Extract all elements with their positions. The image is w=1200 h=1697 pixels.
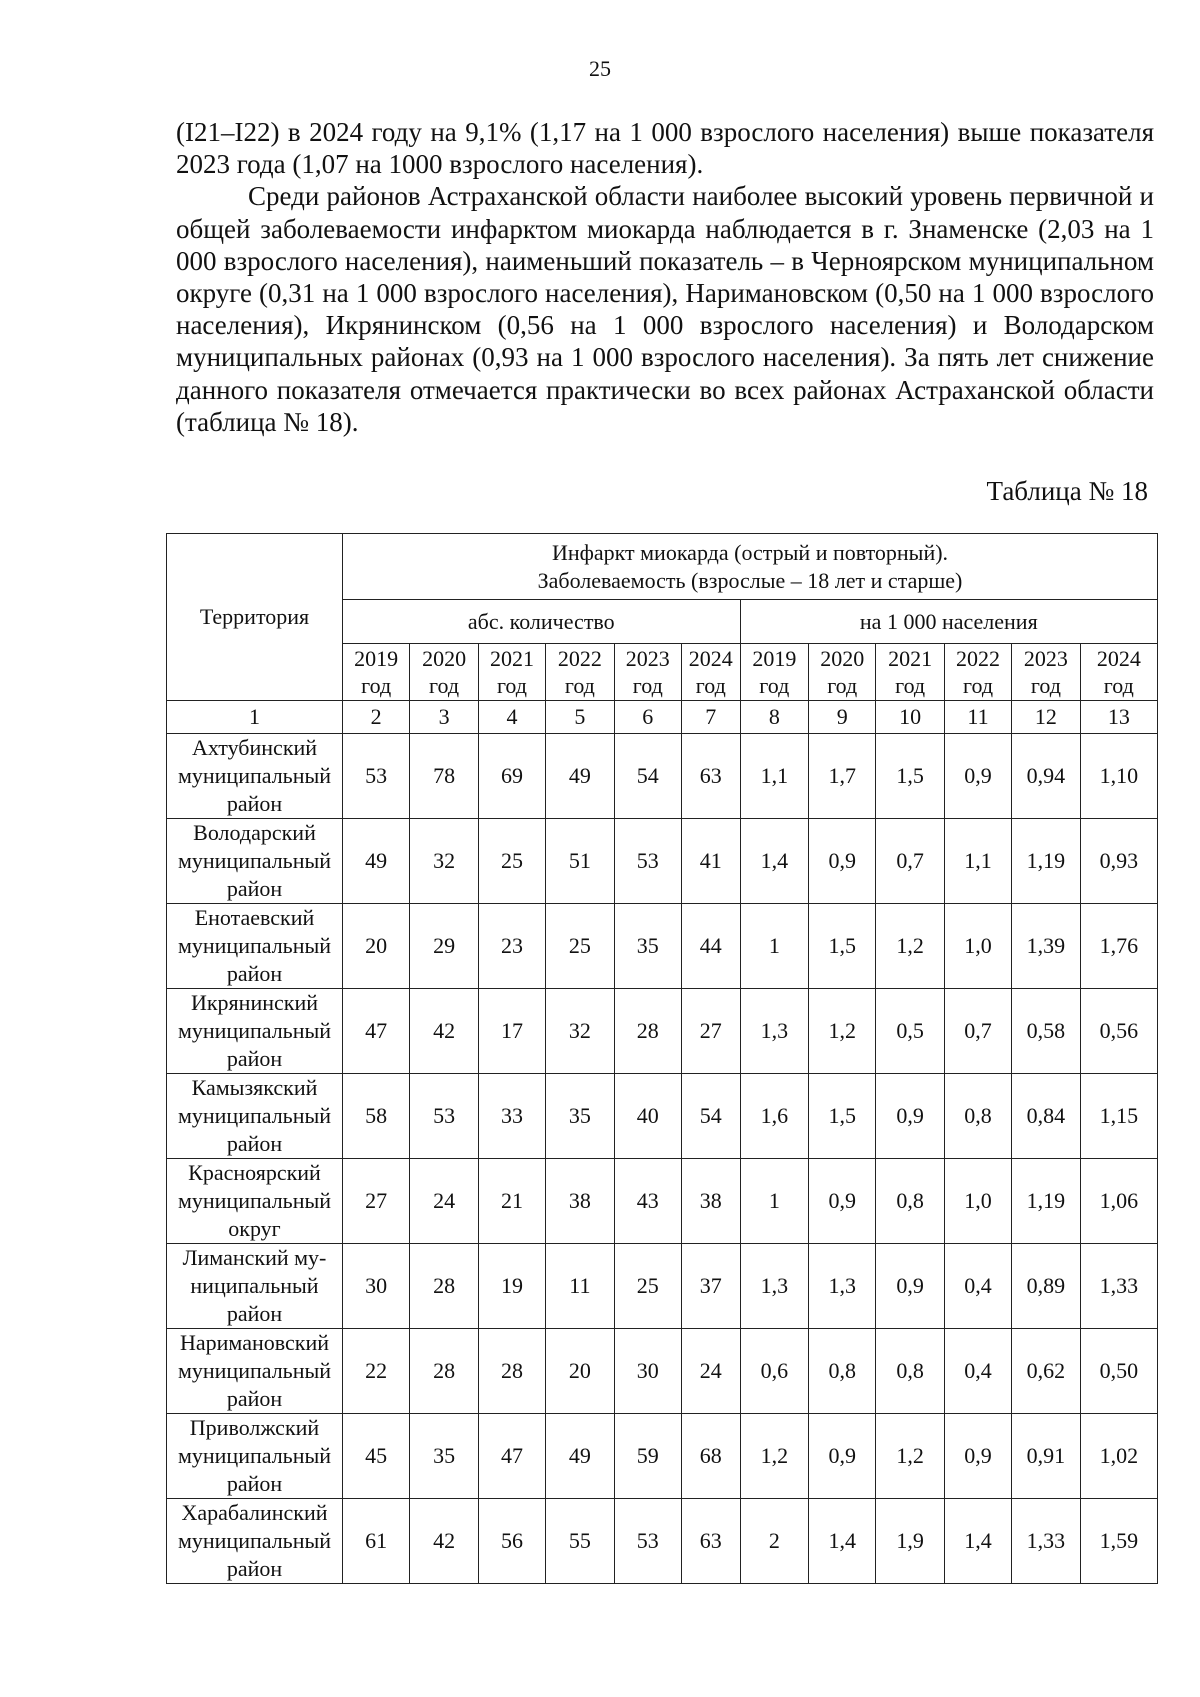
table-cell: 17 (478, 989, 545, 1074)
table-cell: 1,3 (809, 1244, 876, 1329)
table-cell: 35 (546, 1074, 614, 1159)
table-cell: 0,9 (876, 1074, 944, 1159)
territory-name-line: муниципальный (177, 1018, 332, 1043)
table-cell: 0,8 (809, 1329, 876, 1414)
column-number: 1 (167, 701, 343, 734)
territory-name-line: округ (228, 1216, 281, 1241)
header-year (343, 644, 410, 701)
territory-name-line: муниципальный (177, 933, 332, 958)
territory-name (167, 1414, 343, 1499)
column-number: 5 (546, 701, 614, 734)
column-number: 3 (410, 701, 478, 734)
header-year-value: 2024 (688, 646, 733, 671)
table-cell: 0,4 (944, 1329, 1011, 1414)
table-cell: 0,7 (876, 819, 944, 904)
table-cell: 28 (410, 1244, 478, 1329)
territory-name-line: Ахтубинский (191, 735, 318, 760)
territory-name-line: Приволжский (189, 1415, 320, 1440)
table-cell: 58 (343, 1074, 410, 1159)
territory-name-line: район (226, 1046, 283, 1071)
table-cell: 28 (478, 1329, 545, 1414)
table-cell: 1,4 (944, 1499, 1011, 1584)
territory-name (167, 1499, 343, 1584)
table-cell: 42 (410, 989, 478, 1074)
column-number: 8 (740, 701, 808, 734)
header-year-suffix: год (827, 673, 858, 698)
header-year (740, 644, 808, 701)
table-cell: 1,4 (809, 1499, 876, 1584)
table-cell: 1 (740, 1159, 808, 1244)
table-cell: 1,2 (876, 1414, 944, 1499)
territory-name-line: район (226, 1556, 283, 1581)
territory-name (167, 904, 343, 989)
header-year-suffix: год (1103, 673, 1134, 698)
territory-name-line: муниципальный (177, 1443, 332, 1468)
table-cell: 1,0 (944, 904, 1011, 989)
territory-name-line: район (226, 1471, 283, 1496)
table-cell: 0,93 (1080, 819, 1157, 904)
table-cell: 37 (681, 1244, 740, 1329)
territory-name-line: муниципальный (177, 1528, 332, 1553)
header-year-suffix: год (759, 673, 790, 698)
territory-name-line: Енотаевский (194, 905, 315, 930)
table-cell: 20 (343, 904, 410, 989)
column-number: 6 (614, 701, 681, 734)
table-cell: 59 (614, 1414, 681, 1499)
table-cell: 41 (681, 819, 740, 904)
table-cell: 78 (410, 734, 478, 819)
table-cell: 1,7 (809, 734, 876, 819)
territory-name-line: муниципальный (177, 763, 332, 788)
header-year (681, 644, 740, 701)
territory-name-line: муниципальный (177, 1358, 332, 1383)
table-cell: 1,1 (740, 734, 808, 819)
table-cell: 1,3 (740, 989, 808, 1074)
table-row (167, 1074, 1158, 1159)
header-year-suffix: год (632, 673, 663, 698)
table-cell: 30 (614, 1329, 681, 1414)
table-cell: 1,10 (1080, 734, 1157, 819)
header-territory: Территория (167, 534, 343, 701)
header-year-suffix: год (963, 673, 994, 698)
table-cell: 0,9 (944, 734, 1011, 819)
territory-name (167, 819, 343, 904)
table-cell: 0,91 (1012, 1414, 1080, 1499)
table-cell: 1,5 (809, 1074, 876, 1159)
header-year-value: 2024 (1096, 646, 1141, 671)
table-row (167, 1244, 1158, 1329)
header-year-value: 2021 (888, 646, 933, 671)
table-cell: 32 (410, 819, 478, 904)
header-year-value: 2020 (422, 646, 467, 671)
territory-name-line: Камызякский (191, 1075, 318, 1100)
table-cell: 0,94 (1012, 734, 1080, 819)
table-cell: 1,3 (740, 1244, 808, 1329)
table-cell: 0,8 (876, 1329, 944, 1414)
header-year (546, 644, 614, 701)
territory-name-line: Харабалинский (181, 1500, 328, 1525)
table-cell: 1,5 (876, 734, 944, 819)
table-cell: 1,02 (1080, 1414, 1157, 1499)
table-cell: 53 (614, 819, 681, 904)
header-year-value: 2022 (956, 646, 1001, 671)
table-cell: 56 (478, 1499, 545, 1584)
table-cell: 51 (546, 819, 614, 904)
header-year-value: 2019 (752, 646, 797, 671)
table-cell: 33 (478, 1074, 545, 1159)
table-cell: 45 (343, 1414, 410, 1499)
table-row (167, 734, 1158, 819)
territory-name (167, 734, 343, 819)
table-cell: 0,5 (876, 989, 944, 1074)
table-cell: 47 (478, 1414, 545, 1499)
territory-name-line: район (226, 1386, 283, 1411)
header-year-suffix: год (895, 673, 926, 698)
table-cell: 0,9 (809, 1159, 876, 1244)
table-cell: 0,50 (1080, 1329, 1157, 1414)
page-number: 25 (589, 56, 611, 81)
table-caption: Таблица № 18 (986, 476, 1148, 506)
table-cell: 25 (546, 904, 614, 989)
table-cell: 44 (681, 904, 740, 989)
table-cell: 1,2 (809, 989, 876, 1074)
header-year-suffix: год (1030, 673, 1061, 698)
header-year-value: 2021 (489, 646, 534, 671)
table-row (167, 989, 1158, 1074)
table-cell: 54 (614, 734, 681, 819)
table-cell: 1,33 (1012, 1499, 1080, 1584)
table-cell: 1,19 (1012, 819, 1080, 904)
territory-name (167, 1244, 343, 1329)
header-year-value: 2020 (820, 646, 865, 671)
header-year (1080, 644, 1157, 701)
table-cell: 0,89 (1012, 1244, 1080, 1329)
territory-name-line: муниципальный (177, 1103, 332, 1128)
table-row (167, 1414, 1158, 1499)
table-cell: 63 (681, 734, 740, 819)
column-number: 10 (876, 701, 944, 734)
header-year (809, 644, 876, 701)
table-cell: 63 (681, 1499, 740, 1584)
table-cell: 1,5 (809, 904, 876, 989)
table-cell: 38 (681, 1159, 740, 1244)
header-year-suffix: год (429, 673, 460, 698)
territory-name-line: муниципальный (177, 848, 332, 873)
table-cell: 25 (478, 819, 545, 904)
table-cell: 22 (343, 1329, 410, 1414)
header-year (944, 644, 1011, 701)
header-year (614, 644, 681, 701)
table-cell: 1,76 (1080, 904, 1157, 989)
table-cell: 0,9 (876, 1244, 944, 1329)
territory-name-line: Володарский (193, 820, 316, 845)
table-cell: 25 (614, 1244, 681, 1329)
table-cell: 2 (740, 1499, 808, 1584)
table-row (167, 904, 1158, 989)
territory-name-line: муниципальный (177, 1188, 332, 1213)
table-cell: 0,8 (944, 1074, 1011, 1159)
territory-name (167, 1074, 343, 1159)
table-cell: 24 (681, 1329, 740, 1414)
table-cell: 30 (343, 1244, 410, 1329)
header-title-line2: Заболеваемость (взрослые – 18 лет и старше) (537, 567, 963, 593)
table-cell: 1,2 (876, 904, 944, 989)
table-cell: 55 (546, 1499, 614, 1584)
column-number: 13 (1080, 701, 1157, 734)
header-group-abs: абс. количество (343, 600, 741, 644)
table-cell: 1,9 (876, 1499, 944, 1584)
table-cell: 28 (410, 1329, 478, 1414)
table-cell: 1,1 (944, 819, 1011, 904)
table-cell: 0,6 (740, 1329, 808, 1414)
table-cell: 0,58 (1012, 989, 1080, 1074)
table-cell: 20 (546, 1329, 614, 1414)
territory-name-line: Лиманский му- (182, 1245, 327, 1270)
column-number: 2 (343, 701, 410, 734)
territory-name-line: Наримановский (180, 1330, 329, 1355)
column-number: 12 (1012, 701, 1080, 734)
header-year-value: 2019 (354, 646, 399, 671)
table-cell: 1,06 (1080, 1159, 1157, 1244)
territory-name-line: район (226, 791, 283, 816)
table-cell: 43 (614, 1159, 681, 1244)
table-cell: 32 (546, 989, 614, 1074)
table-cell: 0,9 (809, 819, 876, 904)
column-number: 11 (944, 701, 1011, 734)
table-cell: 35 (410, 1414, 478, 1499)
table-cell: 40 (614, 1074, 681, 1159)
table-cell: 54 (681, 1074, 740, 1159)
header-year (876, 644, 944, 701)
header-title (343, 534, 1158, 600)
header-year (478, 644, 545, 701)
table-cell: 35 (614, 904, 681, 989)
table-cell: 61 (343, 1499, 410, 1584)
header-year (410, 644, 478, 701)
table-cell: 42 (410, 1499, 478, 1584)
column-number: 4 (478, 701, 545, 734)
table-cell: 1,59 (1080, 1499, 1157, 1584)
header-year-value: 2023 (625, 646, 670, 671)
table-cell: 49 (546, 1414, 614, 1499)
table-cell: 24 (410, 1159, 478, 1244)
table-cell: 49 (546, 734, 614, 819)
header-title-line1: Инфаркт миокарда (острый и повторный). (551, 539, 949, 565)
table-cell: 0,9 (944, 1414, 1011, 1499)
table-cell: 49 (343, 819, 410, 904)
paragraph-1: (I21–I22) в 2024 году на 9,1% (1,17 на 1 000 взрослого населения) выше показателя 2023 года (1,07 на 1000 взрослого населения). (176, 117, 1154, 180)
territory-name-line: Икрянинский (190, 990, 318, 1015)
column-number: 9 (809, 701, 876, 734)
body-text (176, 116, 1154, 438)
table-cell: 0,56 (1080, 989, 1157, 1074)
table-cell: 27 (343, 1159, 410, 1244)
table-cell: 1,39 (1012, 904, 1080, 989)
table-cell: 53 (614, 1499, 681, 1584)
table-cell: 1,6 (740, 1074, 808, 1159)
table-cell: 0,7 (944, 989, 1011, 1074)
table-cell: 11 (546, 1244, 614, 1329)
table-row (167, 1499, 1158, 1584)
territory-name (167, 989, 343, 1074)
table-cell: 1,19 (1012, 1159, 1080, 1244)
paragraph-2: Среди районов Астраханской области наиболее высокий уровень первичной и общей заболеваемости инфарктом миокарда наблюдается в г. Знаменске (2,03 на 1 000 взрослого населения), наименьший показатель – в Черноярском муниципальном округе (0,31 на 1 000 взрослого населения), Наримановском (0,50 на 1 000 взрослого населения), Икрянинском (0,56 на 1 000 взрослого населения) и Володарском муниципальных районах (0,93 на 1 000 взрослого населения). За пять лет снижение данного показателя отмечается практически во всех районах Астраханской области (таблица № 18). (176, 181, 1154, 437)
header-group-rate: на 1 000 населения (740, 600, 1157, 644)
territory-name-line: район (226, 1131, 283, 1156)
table-row (167, 819, 1158, 904)
header-year-suffix: год (496, 673, 527, 698)
table-cell: 0,4 (944, 1244, 1011, 1329)
morbidity-table (166, 533, 1158, 1584)
table-cell: 19 (478, 1244, 545, 1329)
table-cell: 1,4 (740, 819, 808, 904)
table-cell: 1,15 (1080, 1074, 1157, 1159)
header-year-value: 2023 (1023, 646, 1068, 671)
territory-name (167, 1159, 343, 1244)
table-cell: 1,0 (944, 1159, 1011, 1244)
table-cell: 53 (410, 1074, 478, 1159)
header-year-value: 2022 (557, 646, 602, 671)
header-year-suffix: год (361, 673, 392, 698)
table-cell: 53 (343, 734, 410, 819)
table-cell: 68 (681, 1414, 740, 1499)
table-row (167, 1159, 1158, 1244)
table-cell: 0,8 (876, 1159, 944, 1244)
header-year-suffix: год (564, 673, 595, 698)
table-cell: 1 (740, 904, 808, 989)
table-cell: 21 (478, 1159, 545, 1244)
territory-name (167, 1329, 343, 1414)
table-cell: 38 (546, 1159, 614, 1244)
table-cell: 28 (614, 989, 681, 1074)
table-cell: 29 (410, 904, 478, 989)
table-cell: 27 (681, 989, 740, 1074)
table-cell: 23 (478, 904, 545, 989)
territory-name-line: ниципальный (190, 1273, 319, 1298)
table-cell: 0,84 (1012, 1074, 1080, 1159)
header-year (1012, 644, 1080, 701)
table-row (167, 1329, 1158, 1414)
table-cell: 0,9 (809, 1414, 876, 1499)
territory-name-line: Красноярский (188, 1160, 321, 1185)
table-cell: 1,2 (740, 1414, 808, 1499)
table-cell: 1,33 (1080, 1244, 1157, 1329)
territory-name-line: район (226, 1301, 283, 1326)
header-year-suffix: год (695, 673, 726, 698)
table-cell: 0,62 (1012, 1329, 1080, 1414)
table-cell: 47 (343, 989, 410, 1074)
territory-name-line: район (226, 961, 283, 986)
column-number: 7 (681, 701, 740, 734)
territory-name-line: район (226, 876, 283, 901)
table-cell: 69 (478, 734, 545, 819)
